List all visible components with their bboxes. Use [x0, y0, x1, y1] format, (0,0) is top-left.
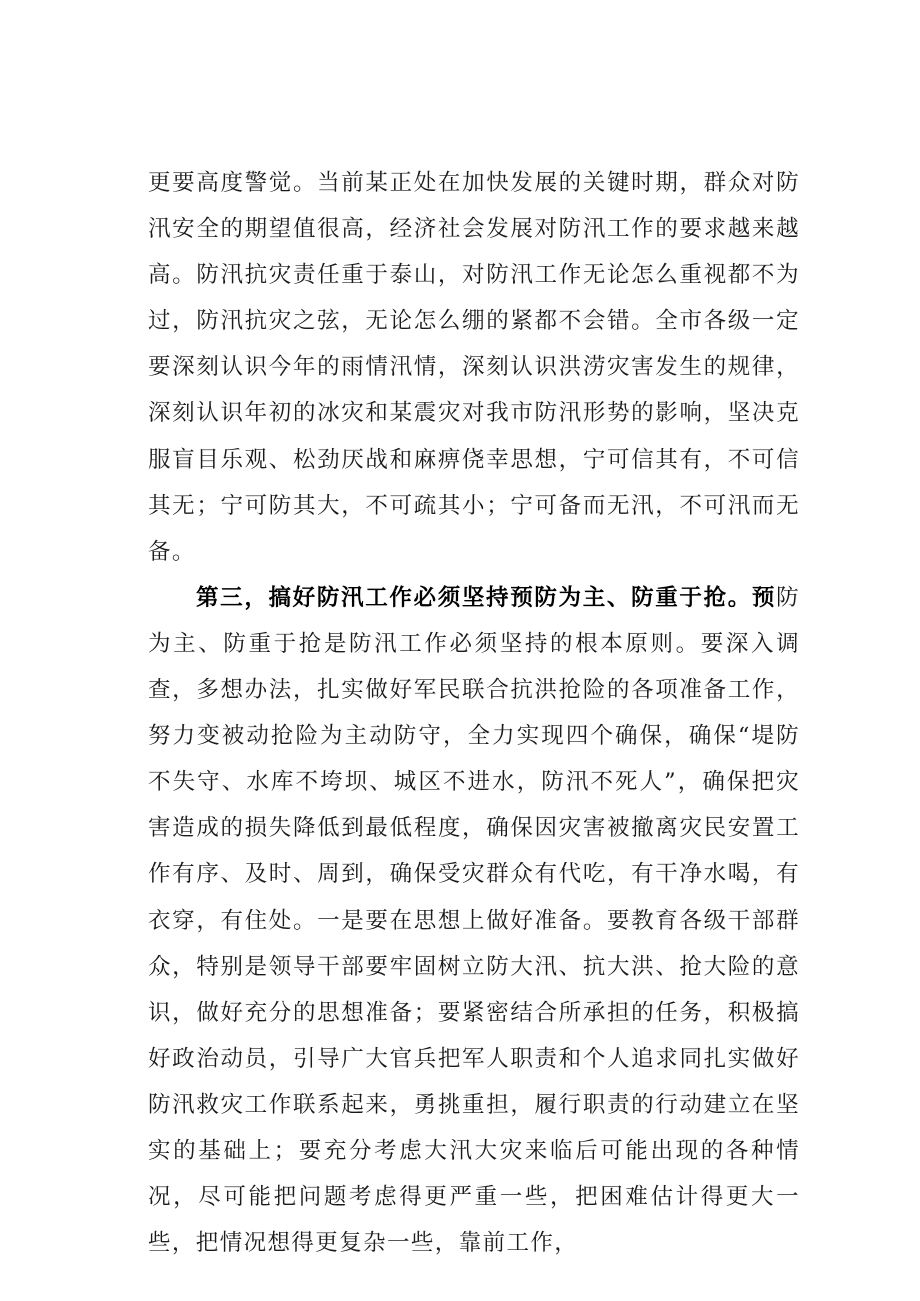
paragraph-third-point [148, 575, 800, 1266]
paragraph-continuation [148, 160, 800, 575]
paragraph-text: 更要高度警觉。当前某正处在加快发展的关键时期，群众对防汛安全的期望值很高，经济社会发展对防汛工作的要求越来越高。防汛抗灾责任重于泰山，对防汛工作无论怎么重视都不为过，防汛抗灾之弦，无论怎么绷的紧都不会错。全市各级一定要深刻认识今年的雨情汛情，深刻认识洪涝灾害发生的规律，深刻认识年初的冰灾和某震灾对我市防汛形势的影响，坚决克服盲目乐观、松劲厌战和麻痹侥幸思想，宁可信其有，不可信其无；宁可防其大，不可疏其小；宁可备而无汛，不可汛而无备。 [148, 170, 800, 565]
paragraph-text: 防为主、防重于抢是防汛工作必须坚持的根本原则。要深入调查，多想办法，扎实做好军民联合抗洪抢险的各项准备工作，努力变被动抢险为主动防守，全力实现四个确保，确保“堤防不失守、水库不垮坝、城区不进水，防汛不死人”，确保把灾害造成的损失降低到最低程度，确保因灾害被撤离灾民安置工作有序、及时、周到，确保受灾群众有代吃，有干净水喝，有衣穿，有住处。一是要在思想上做好准备。要教育各级干部群众，特别是领导干部要牢固树立防大汛、抗大洪、抢大险的意识，做好充分的思想准备；要紧密结合所承担的任务，积极搞好政治动员，引导广大官兵把军人职责和个人追求同扎实做好防汛救灾工作联系起来，勇挑重担，履行职责的行动建立在坚实的基础上；要充分考虑大汛大灾来临后可能出现的各种情况，尽可能把问题考虑得更严重一些，把困难估计得更大一些，把情况想得更复杂一些，靠前工作， [148, 584, 800, 1257]
document-body [148, 160, 800, 1266]
paragraph-lead-heading: 第三，搞好防汛工作必须坚持预防为主、防重于抢。预 [196, 584, 777, 611]
